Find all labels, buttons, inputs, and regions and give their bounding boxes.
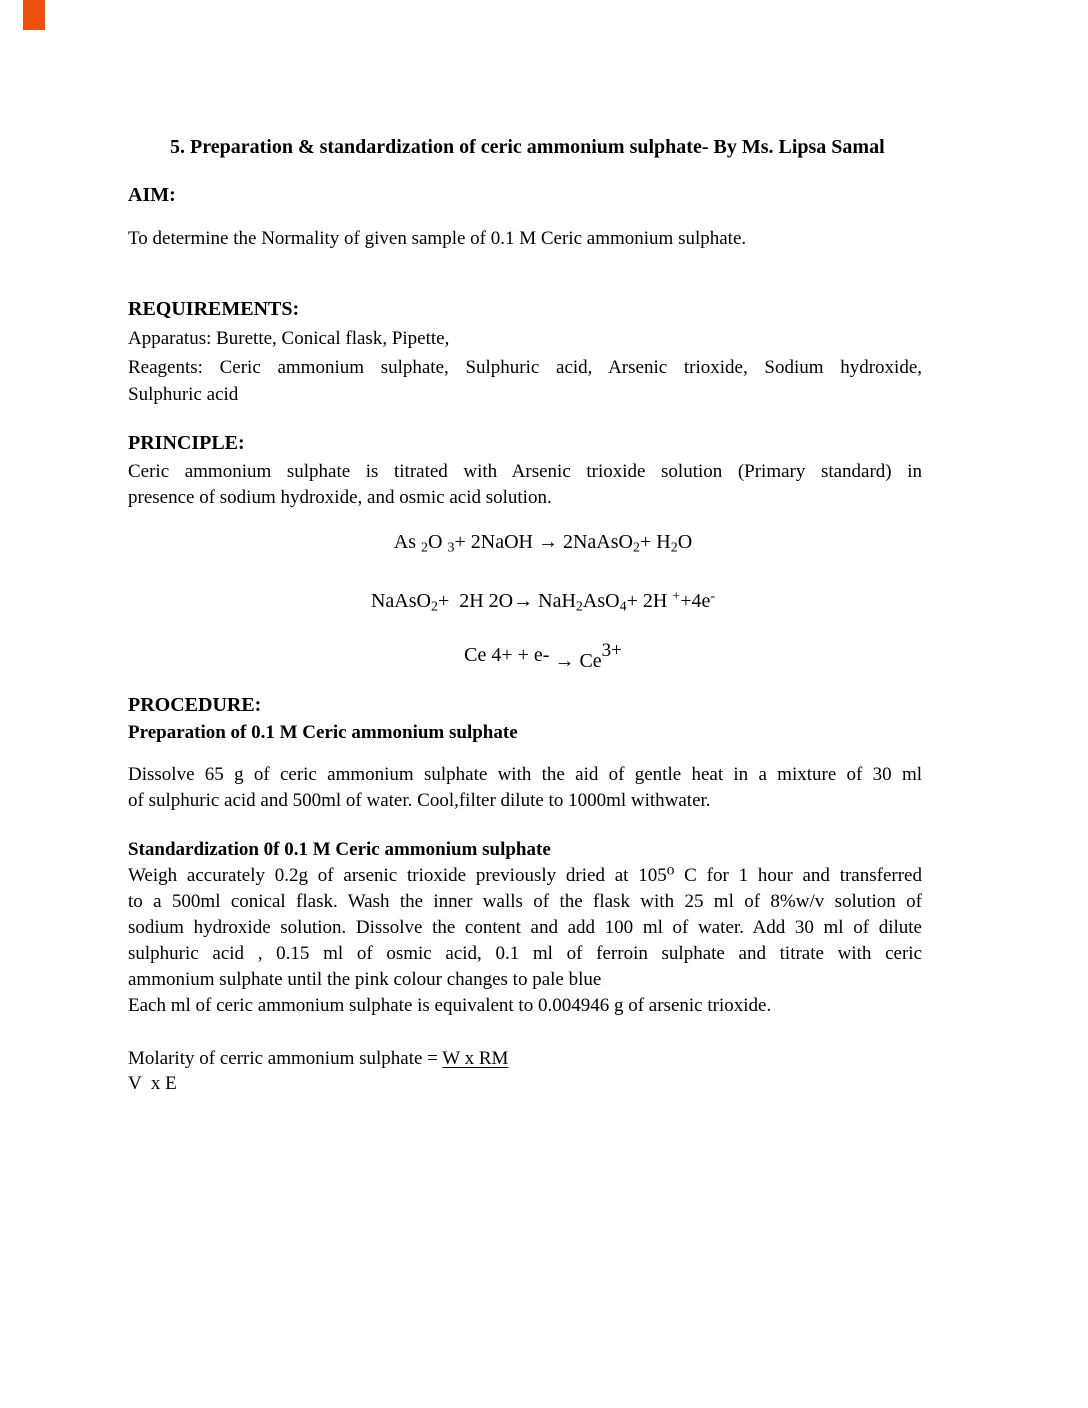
chemical-equation-3: Ce 4+ + e- → Ce3+ <box>464 640 622 672</box>
equivalence-line: Each ml of ceric ammonium sulphate is equivalent to 0.004946 g of arsenic trioxide. <box>128 995 772 1016</box>
requirements-heading: REQUIREMENTS: <box>128 298 300 320</box>
standardization-line-5: ammonium sulphate until the pink colour changes to pale blue <box>128 969 602 990</box>
principle-line-1: Ceric ammonium sulphate is titrated with Arsenic trioxide solution (Primary standard) in <box>128 461 922 482</box>
standardization-subheading: Standardization 0f 0.1 M Ceric ammonium sulphate <box>128 839 551 860</box>
reagents-line-2: Sulphuric acid <box>128 384 239 405</box>
molarity-formula-label: Molarity of cerric ammonium sulphate = <box>128 1048 443 1069</box>
molarity-formula-denominator: V x E <box>128 1073 177 1094</box>
principle-line-2: presence of sodium hydroxide, and osmic acid solution. <box>128 487 552 508</box>
principle-heading: PRINCIPLE: <box>128 432 245 454</box>
chemical-equation-1: As 2O 3+ 2NaOH → 2NaAsO2+ H2O <box>393 531 693 556</box>
document-title: 5. Preparation & standardization of ceric ammonium sulphate- By Ms. Lipsa Samal <box>170 136 885 158</box>
preparation-subheading: Preparation of 0.1 M Ceric ammonium sulphate <box>128 722 518 743</box>
aim-heading: AIM: <box>128 184 176 206</box>
molarity-formula-line <box>128 1046 508 1072</box>
standardization-line-1: Weigh accurately 0.2g of arsenic trioxide previously dried at 105⁰ C for 1 hour and transferred <box>128 865 922 886</box>
preparation-line-2: of sulphuric acid and 500ml of water. Cool,filter dilute to 1000ml withwater. <box>128 790 711 811</box>
standardization-line-3: sodium hydroxide solution. Dissolve the content and add 100 ml of water. Add 30 ml of dilute <box>128 917 922 938</box>
aim-text: To determine the Normality of given sample of 0.1 M Ceric ammonium sulphate. <box>128 228 747 249</box>
apparatus-line: Apparatus: Burette, Conical flask, Pipette, <box>128 328 450 349</box>
reagents-line-1: Reagents: Ceric ammonium sulphate, Sulphuric acid, Arsenic trioxide, Sodium hydroxide, <box>128 357 922 378</box>
preparation-line-1: Dissolve 65 g of ceric ammonium sulphate with the aid of gentle heat in a mixture of 30 ml <box>128 764 922 785</box>
procedure-heading: PROCEDURE: <box>128 694 262 716</box>
molarity-formula-numerator: W x RM <box>442 1048 509 1069</box>
standardization-line-2: to a 500ml conical flask. Wash the inner walls of the flask with 25 ml of 8%w/v solution of <box>128 891 922 912</box>
chemical-equation-2: NaAsO2+ 2H 2O→ NaH2AsO4+ 2H ++4e- <box>370 589 716 615</box>
corner-accent-bar <box>23 0 45 30</box>
standardization-line-4: sulphuric acid , 0.15 ml of osmic acid, 0.1 ml of ferroin sulphate and titrate with ceric <box>128 943 922 964</box>
